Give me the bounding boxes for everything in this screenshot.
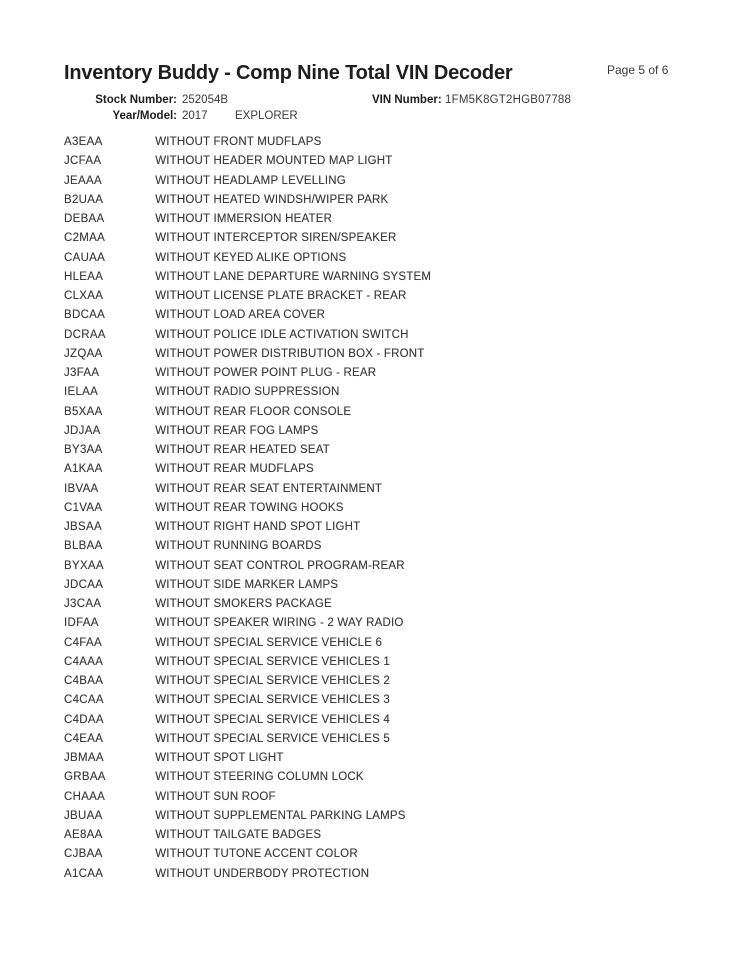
- option-code: JCFAA: [64, 155, 102, 168]
- option-row: [64, 768, 704, 787]
- option-description: WITHOUT SPOT LIGHT: [155, 752, 284, 764]
- option-description: WITHOUT SPECIAL SERVICE VEHICLE 6: [155, 636, 383, 649]
- option-row: [64, 229, 704, 248]
- stock-number-value: 252054B: [182, 94, 229, 106]
- option-code: JBUAA: [64, 809, 103, 822]
- option-description: WITHOUT TUTONE ACCENT COLOR: [155, 848, 358, 861]
- option-row: [64, 172, 704, 191]
- option-description: WITHOUT POWER DISTRIBUTION BOX - FRONT: [155, 347, 425, 360]
- option-code: JBMAA: [64, 752, 104, 764]
- option-description: WITHOUT REAR MUDFLAPS: [155, 463, 314, 476]
- page-indicator: Page 5 of 6: [607, 63, 669, 77]
- option-code: CAUAA: [64, 251, 106, 264]
- option-description: WITHOUT POLICE IDLE ACTIVATION SWITCH: [155, 328, 409, 341]
- option-code: GRBAA: [64, 771, 106, 784]
- option-description: WITHOUT LANE DEPARTURE WARNING SYSTEM: [155, 270, 432, 283]
- option-row: [64, 865, 704, 884]
- option-description: WITHOUT UNDERBODY PROTECTION: [155, 867, 370, 880]
- option-description: WITHOUT TAILGATE BADGES: [155, 829, 322, 841]
- option-description: WITHOUT SPECIAL SERVICE VEHICLES 1: [155, 655, 390, 668]
- option-code: J3FAA: [64, 367, 100, 379]
- option-row: [64, 672, 704, 691]
- option-row: [64, 268, 704, 287]
- option-code: C4BAA: [64, 675, 104, 687]
- option-code: C4FAA: [64, 636, 102, 649]
- option-row: [64, 595, 704, 614]
- option-description: WITHOUT FRONT MUDFLAPS: [155, 136, 322, 148]
- option-description: WITHOUT LICENSE PLATE BRACKET - REAR: [155, 290, 407, 302]
- option-row: [64, 249, 704, 268]
- vin-number-label: VIN Number:: [372, 94, 442, 106]
- option-row: [64, 691, 704, 710]
- option-description: WITHOUT POWER POINT PLUG - REAR: [155, 367, 377, 379]
- option-code: BDCAA: [64, 309, 106, 322]
- option-code: JDJAA: [64, 424, 101, 437]
- option-code: BY3AA: [64, 444, 103, 456]
- option-row: [64, 845, 704, 864]
- option-code: C4EAA: [64, 732, 104, 745]
- option-row: [64, 826, 704, 845]
- option-row: [64, 653, 704, 672]
- stock-number-label: Stock Number:: [95, 94, 177, 106]
- option-code: CJBAA: [64, 848, 103, 861]
- option-description: WITHOUT IMMERSION HEATER: [155, 213, 333, 225]
- option-row: [64, 422, 704, 441]
- options-list: [64, 133, 704, 884]
- option-description: WITHOUT REAR HEATED SEAT: [155, 444, 330, 456]
- option-description: WITHOUT SIDE MARKER LAMPS: [155, 578, 339, 591]
- option-description: WITHOUT HEATED WINDSH/WIPER PARK: [155, 193, 389, 206]
- option-row: [64, 383, 704, 402]
- option-description: WITHOUT KEYED ALIKE OPTIONS: [155, 251, 347, 264]
- option-row: [64, 403, 704, 422]
- option-description: WITHOUT SUN ROOF: [155, 790, 276, 803]
- option-description: WITHOUT RUNNING BOARDS: [155, 540, 322, 553]
- option-description: WITHOUT SMOKERS PACKAGE: [155, 598, 332, 610]
- page-title: Inventory Buddy - Comp Nine Total VIN Decoder: [64, 62, 513, 84]
- option-code: CHAAA: [64, 790, 106, 803]
- year-value: 2017: [182, 110, 208, 122]
- option-code: JEAAA: [64, 174, 102, 187]
- option-row: [64, 152, 704, 171]
- option-description: WITHOUT STEERING COLUMN LOCK: [155, 771, 364, 784]
- option-description: WITHOUT SPECIAL SERVICE VEHICLES 3: [155, 694, 390, 707]
- option-code: C2MAA: [64, 232, 106, 245]
- option-row: [64, 788, 704, 807]
- option-row: [64, 518, 704, 537]
- option-description: WITHOUT HEADER MOUNTED MAP LIGHT: [155, 155, 393, 168]
- option-row: [64, 133, 704, 152]
- option-row: [64, 306, 704, 325]
- option-code: B2UAA: [64, 193, 104, 206]
- option-row: [64, 364, 704, 383]
- option-code: C4CAA: [64, 694, 104, 707]
- option-description: WITHOUT INTERCEPTOR SIREN/SPEAKER: [155, 232, 397, 245]
- option-row: [64, 345, 704, 364]
- model-value: EXPLORER: [235, 110, 298, 122]
- option-row: [64, 711, 704, 730]
- option-code: CLXAA: [64, 290, 104, 302]
- year-model-label: Year/Model:: [112, 110, 177, 122]
- option-code: IDFAA: [64, 617, 99, 630]
- option-description: WITHOUT REAR FOG LAMPS: [155, 424, 319, 437]
- option-row: [64, 557, 704, 576]
- option-code: C4AAA: [64, 655, 104, 668]
- option-code: JDCAA: [64, 578, 104, 591]
- option-code: HLEAA: [64, 270, 104, 283]
- option-code: C1VAA: [64, 501, 103, 514]
- option-description: WITHOUT REAR SEAT ENTERTAINMENT: [155, 482, 383, 495]
- option-description: WITHOUT RIGHT HAND SPOT LIGHT: [155, 521, 361, 533]
- option-code: A3EAA: [64, 136, 103, 148]
- option-row: [64, 576, 704, 595]
- option-row: [64, 460, 704, 479]
- option-row: [64, 480, 704, 499]
- option-row: [64, 807, 704, 826]
- option-code: JZQAA: [64, 347, 103, 360]
- option-row: [64, 441, 704, 460]
- option-description: WITHOUT REAR FLOOR CONSOLE: [155, 405, 352, 418]
- option-code: BLBAA: [64, 540, 103, 553]
- option-description: WITHOUT SPECIAL SERVICE VEHICLES 4: [155, 713, 390, 726]
- option-row: [64, 210, 704, 229]
- option-code: B5XAA: [64, 405, 103, 418]
- option-code: BYXAA: [64, 559, 104, 572]
- vin-number-value: 1FM5K8GT2HGB07788: [445, 94, 572, 106]
- option-code: IBVAA: [64, 482, 99, 495]
- option-code: JBSAA: [64, 521, 102, 533]
- option-description: WITHOUT REAR TOWING HOOKS: [155, 501, 344, 514]
- option-code: AE8AA: [64, 829, 103, 841]
- option-row: [64, 191, 704, 210]
- option-description: WITHOUT SPECIAL SERVICE VEHICLES 5: [155, 732, 390, 745]
- option-code: A1CAA: [64, 867, 104, 880]
- option-row: [64, 499, 704, 518]
- option-code: DEBAA: [64, 213, 105, 225]
- option-row: [64, 326, 704, 345]
- option-row: [64, 287, 704, 306]
- option-description: WITHOUT SPECIAL SERVICE VEHICLES 2: [155, 675, 390, 687]
- option-description: WITHOUT LOAD AREA COVER: [155, 309, 326, 322]
- option-description: WITHOUT RADIO SUPPRESSION: [155, 386, 340, 399]
- option-code: DCRAA: [64, 328, 106, 341]
- option-code: C4DAA: [64, 713, 104, 726]
- option-code: IELAA: [64, 386, 99, 399]
- option-code: A1KAA: [64, 463, 103, 476]
- option-row: [64, 749, 704, 768]
- option-description: WITHOUT SUPPLEMENTAL PARKING LAMPS: [155, 809, 406, 822]
- option-row: [64, 614, 704, 633]
- option-code: J3CAA: [64, 598, 102, 610]
- option-description: WITHOUT HEADLAMP LEVELLING: [155, 174, 346, 187]
- option-row: [64, 634, 704, 653]
- option-row: [64, 730, 704, 749]
- option-description: WITHOUT SPEAKER WIRING - 2 WAY RADIO: [155, 617, 404, 630]
- option-row: [64, 537, 704, 556]
- option-description: WITHOUT SEAT CONTROL PROGRAM-REAR: [155, 559, 405, 572]
